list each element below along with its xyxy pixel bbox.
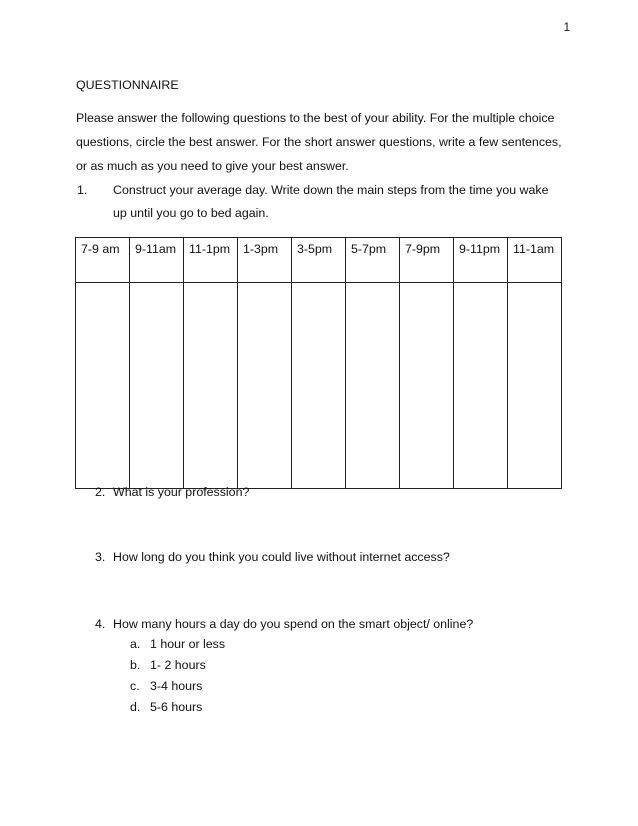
option-c[interactable] xyxy=(130,676,225,697)
option-b[interactable] xyxy=(130,655,225,676)
time-slot-header: 9-11am xyxy=(130,238,184,283)
schedule-entry-cell[interactable] xyxy=(76,283,130,489)
time-slot-header: 1-3pm xyxy=(238,238,292,283)
question-1-text: Construct your average day. Write down the main steps from the time you wake up until you go to bed again. xyxy=(113,183,549,220)
question-2 xyxy=(95,481,565,504)
page-title: QUESTIONNAIRE xyxy=(76,78,179,92)
question-1 xyxy=(77,179,565,225)
option-text: 5-6 hours xyxy=(150,700,203,714)
option-letter: d. xyxy=(130,700,141,714)
question-2-text: What is your profession? xyxy=(113,485,250,499)
option-letter: c. xyxy=(130,679,140,693)
option-text: 1- 2 hours xyxy=(150,658,206,672)
time-slot-header: 11-1am xyxy=(508,238,562,283)
question-4-text: How many hours a day do you spend on the smart object/ online? xyxy=(113,617,474,631)
question-1-number: 1. xyxy=(77,183,88,197)
option-d[interactable] xyxy=(130,697,225,718)
question-3 xyxy=(95,546,565,569)
schedule-entry-cell[interactable] xyxy=(400,283,454,489)
option-letter: b. xyxy=(130,658,141,672)
option-a[interactable] xyxy=(130,634,225,655)
schedule-entry-cell[interactable] xyxy=(454,283,508,489)
time-slot-header: 5-7pm xyxy=(346,238,400,283)
instructions-paragraph: Please answer the following questions to the best of your ability. For the multiple choice questions, circle the best answer. For the short answer questions, write a few sentences, or as much as you need to give your best answer. xyxy=(76,111,562,173)
schedule-entry-cell[interactable] xyxy=(130,283,184,489)
schedule-entry-cell[interactable] xyxy=(346,283,400,489)
question-2-number: 2. xyxy=(95,485,106,499)
question-3-number: 3. xyxy=(95,550,106,564)
schedule-entry-cell[interactable] xyxy=(292,283,346,489)
time-slot-header: 3-5pm xyxy=(292,238,346,283)
question-4 xyxy=(95,613,565,636)
time-slot-header: 9-11pm xyxy=(454,238,508,283)
option-letter: a. xyxy=(130,637,141,651)
schedule-entry-cell[interactable] xyxy=(238,283,292,489)
daily-schedule-table xyxy=(75,237,562,489)
question-4-number: 4. xyxy=(95,617,106,631)
option-text: 3-4 hours xyxy=(150,679,203,693)
schedule-header-row xyxy=(76,238,562,283)
question-3-text: How long do you think you could live without internet access? xyxy=(113,550,450,564)
page-number: 1 xyxy=(563,22,570,34)
question-4-options xyxy=(130,634,225,718)
option-text: 1 hour or less xyxy=(150,637,226,651)
schedule-entry-row xyxy=(76,283,562,489)
time-slot-header: 7-9pm xyxy=(400,238,454,283)
schedule-entry-cell[interactable] xyxy=(508,283,562,489)
time-slot-header: 11-1pm xyxy=(184,238,238,283)
time-slot-header: 7-9 am xyxy=(76,238,130,283)
schedule-entry-cell[interactable] xyxy=(184,283,238,489)
